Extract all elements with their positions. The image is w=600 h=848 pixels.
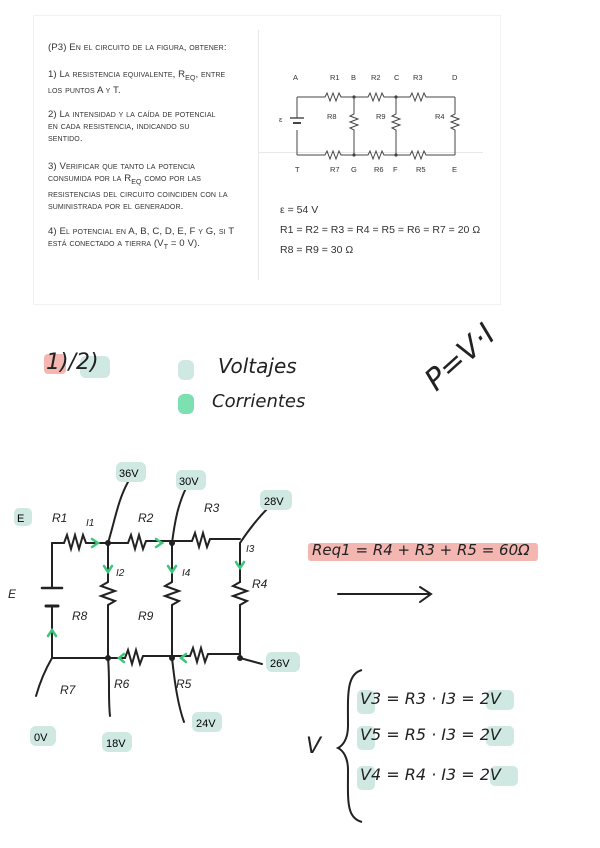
sketch-r9: R9 bbox=[138, 609, 154, 623]
sketch-r8: R8 bbox=[72, 609, 88, 623]
label-r7: R7 bbox=[330, 165, 340, 174]
sketch-r4: R4 bbox=[252, 577, 268, 591]
label-r6: R6 bbox=[374, 165, 384, 174]
sketch-i2: I2 bbox=[116, 568, 125, 579]
problem-header: (P3) En el circuito de la figura, obtener: bbox=[48, 42, 227, 53]
parts-label: 1)/2) bbox=[46, 350, 99, 375]
given-r-equal: R1 = R2 = R3 = R4 = R5 = R6 = R7 = 20 Ω bbox=[280, 224, 481, 236]
voltages-title: V bbox=[306, 734, 322, 759]
sketch-r1: R1 bbox=[52, 511, 68, 525]
node-g: G bbox=[351, 165, 357, 174]
label-r8: R8 bbox=[327, 112, 337, 121]
sketch-v-f: 24V bbox=[196, 718, 216, 730]
question-1: 1) La resistencia equivalente, $R_{EQ}$, entre los puntos A y T. bbox=[48, 69, 226, 96]
given-emf: ε = 54 V bbox=[280, 204, 319, 216]
question-4: 4) El potencial en A, B, C, D, E, F y G, si T está conectado a tierra ($V_T = 0$ V). bbox=[48, 226, 235, 251]
card-divider bbox=[258, 30, 259, 280]
sketch-v-d: 28V bbox=[264, 496, 284, 508]
node-f: F bbox=[393, 165, 398, 174]
sketch-i4: I4 bbox=[182, 568, 191, 579]
sketch-node-a: E bbox=[17, 513, 25, 525]
sketch-v-t: 0V bbox=[34, 732, 48, 744]
node-t: T bbox=[295, 165, 300, 174]
sketch-eps: E bbox=[8, 587, 17, 601]
label-emf: ε bbox=[279, 115, 283, 124]
node-a: A bbox=[293, 73, 299, 82]
label-r5: R5 bbox=[416, 165, 426, 174]
circuit-sketch bbox=[0, 460, 310, 760]
given-r8-r9: R8 = R9 = 30 Ω bbox=[280, 244, 354, 256]
label-r3: R3 bbox=[413, 73, 423, 82]
question-2: 2) La intensidad y la caída de potencial en cada resistencia, indicando su sentido. bbox=[48, 109, 216, 144]
legend-corrientes: Corrientes bbox=[212, 391, 306, 412]
sketch-v-c: 30V bbox=[179, 476, 199, 488]
v3-equation: V3 = R3 · I3 = 2V bbox=[360, 689, 501, 708]
sketch-r7: R7 bbox=[60, 683, 76, 697]
node-d: D bbox=[452, 73, 458, 82]
sketch-v-e: 26V bbox=[270, 658, 290, 670]
v5-equation: V5 = R5 · I3 = 2V bbox=[360, 725, 501, 744]
sketch-v-b: 36V bbox=[119, 468, 139, 480]
legend-voltajes-swatch bbox=[178, 360, 194, 380]
legend-voltajes: Voltajes bbox=[218, 354, 297, 378]
node-e: E bbox=[452, 165, 458, 174]
sketch-i1: I1 bbox=[86, 518, 95, 529]
v4-equation: V4 = R4 · I3 = 2V bbox=[360, 765, 501, 784]
circuit-diagram bbox=[270, 68, 470, 180]
arrow-right-icon bbox=[336, 584, 436, 606]
label-r9: R9 bbox=[376, 112, 386, 121]
power-formula: P=V·I bbox=[418, 317, 503, 399]
label-r2: R2 bbox=[371, 73, 381, 82]
node-b: B bbox=[351, 73, 357, 82]
sketch-r5: R5 bbox=[176, 677, 192, 691]
legend-corrientes-swatch bbox=[178, 394, 194, 414]
label-r1: R1 bbox=[330, 73, 340, 82]
node-c: C bbox=[394, 73, 400, 82]
sketch-r6: R6 bbox=[114, 677, 130, 691]
sketch-v-g: 18V bbox=[106, 738, 126, 750]
sketch-r2: R2 bbox=[138, 511, 154, 525]
sketch-r3: R3 bbox=[204, 501, 220, 515]
label-r4: R4 bbox=[435, 112, 445, 121]
sketch-i3: I3 bbox=[246, 544, 255, 555]
question-3: 3) Verificar que tanto la potencia consumida por la $R_{EQ}$ como por las resistencias del circuito coinciden con la suministrada por el generador. bbox=[48, 161, 228, 212]
req-equation: Req1 = R4 + R3 + R5 = 60Ω bbox=[312, 541, 530, 559]
